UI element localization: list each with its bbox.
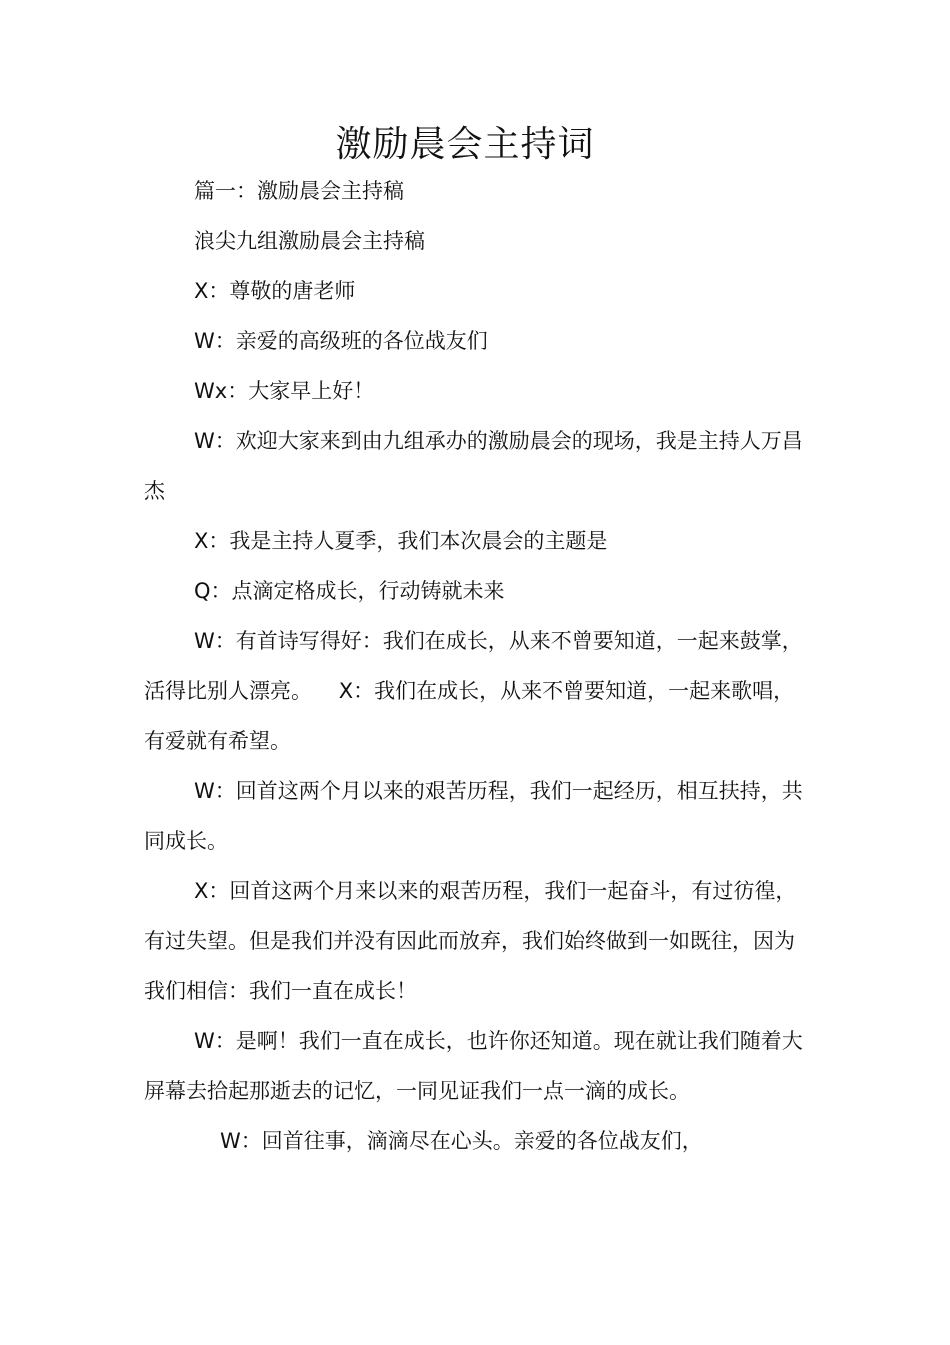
- paragraph: X：我是主持人夏季，我们本次晨会的主题是: [194, 529, 608, 553]
- paragraph: X：尊敬的唐老师: [194, 279, 356, 303]
- paragraph: W：亲爱的高级班的各位战友们: [194, 329, 488, 353]
- paragraph: Wx：大家早上好！: [194, 379, 375, 403]
- document-body: [144, 166, 804, 1166]
- paragraph: Q：点滴定格成长，行动铸就未来: [194, 579, 505, 603]
- paragraph: W：有首诗写得好：我们在成长，从来不曾要知道，一起来鼓掌，活得比别人漂亮。 X：我们在成长，从来不曾要知道，一起来歌唱，有爱就有希望。: [144, 629, 803, 753]
- paragraph: W：回首往事，滴滴尽在心头。亲爱的各位战友们，: [220, 1129, 703, 1153]
- document-title: 激励晨会主持词: [335, 124, 595, 165]
- paragraph: W：回首这两个月以来的艰苦历程，我们一起经历，相互扶持，共同成长。: [144, 779, 803, 853]
- paragraph: X：回首这两个月来以来的艰苦历程，我们一起奋斗，有过彷徨，有过失望。但是我们并没有因此而放弃，我们始终做到一如既往，因为我们相信：我们一直在成长！: [144, 879, 797, 1003]
- paragraph: W：是啊！我们一直在成长，也许你还知道。现在就让我们随着大屏幕去拾起那逝去的记忆，一同见证我们一点一滴的成长。: [144, 1029, 803, 1103]
- paragraph: 篇一：激励晨会主持稿: [194, 179, 404, 203]
- paragraph: W：欢迎大家来到由九组承办的激励晨会的现场，我是主持人万昌杰: [144, 429, 803, 503]
- paragraph: 浪尖九组激励晨会主持稿: [194, 229, 425, 253]
